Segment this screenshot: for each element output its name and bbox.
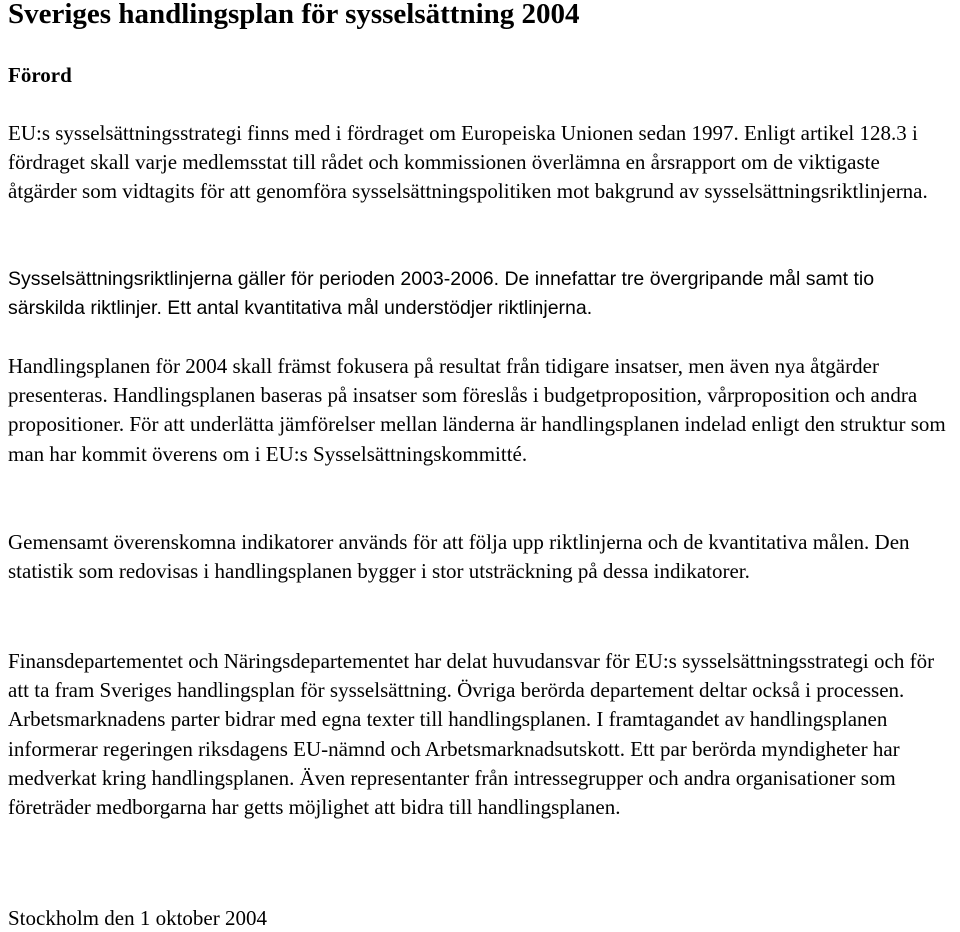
paragraph-intro: EU:s sysselsättningsstrategi finns med i fördraget om Europeiska Unionen sedan 1997. Enligt artikel 128.3 i fördraget skall varje medlemsstat till rådet och kommissionen överlämna en årsrapport om de viktigaste åtgärder som vidtagits för att genomföra sysselsättningspolitiken mot bakgrund av sysselsättningsriktlinjerna.	[8, 121, 928, 204]
signoff-date: Stockholm den 1 oktober 2004	[8, 906, 267, 930]
paragraph-indicators: Gemensamt överenskomna indikatorer används för att följa upp riktlinjerna och de kvantitativa målen. Den statistik som redovisas i handlingsplanen bygger i stor utsträckning på dessa indikatorer.	[8, 530, 910, 584]
document-title: Sveriges handlingsplan för sysselsättning 2004	[8, 0, 580, 30]
paragraph-guidelines: Sysselsättningsriktlinjerna gäller för perioden 2003-2006. De innefattar tre övergripande mål samt tio särskilda riktlinjer. Ett antal kvantitativa mål understödjer riktlinjerna.	[8, 268, 875, 320]
paragraph-action-plan: Handlingsplanen för 2004 skall främst fokusera på resultat från tidigare insatser, men även nya åtgärder presenteras. Handlingsplanen baseras på insatser som föreslås i budgetproposition, vårproposition och andra propositioner. För att underlätta jämförelser mellan länderna är handlingsplanen indelad enligt den struktur som man har kommit överens om i EU:s Sysselsättningskommitté.	[8, 354, 946, 466]
paragraph-responsibility: Finansdepartementet och Näringsdepartementet har delat huvudansvar för EU:s sysselsättningsstrategi och för att ta fram Sveriges handlingsplan för sysselsättning. Övriga berörda departement deltar också i processen. Arbetsmarknadens parter bidrar med egna texter till handlingsplanen. I framtagandet av handlingsplanen informerar regeringen riksdagens EU-nämnd och Arbetsmarknadsutskott. Ett par berörda myndigheter har medverkat kring handlingsplanen. Även representanter från intressegrupper och andra organisationer som företräder medborgarna har getts möjlighet att bidra till handlingsplanen.	[8, 649, 935, 820]
section-heading-forord: Förord	[8, 63, 72, 87]
